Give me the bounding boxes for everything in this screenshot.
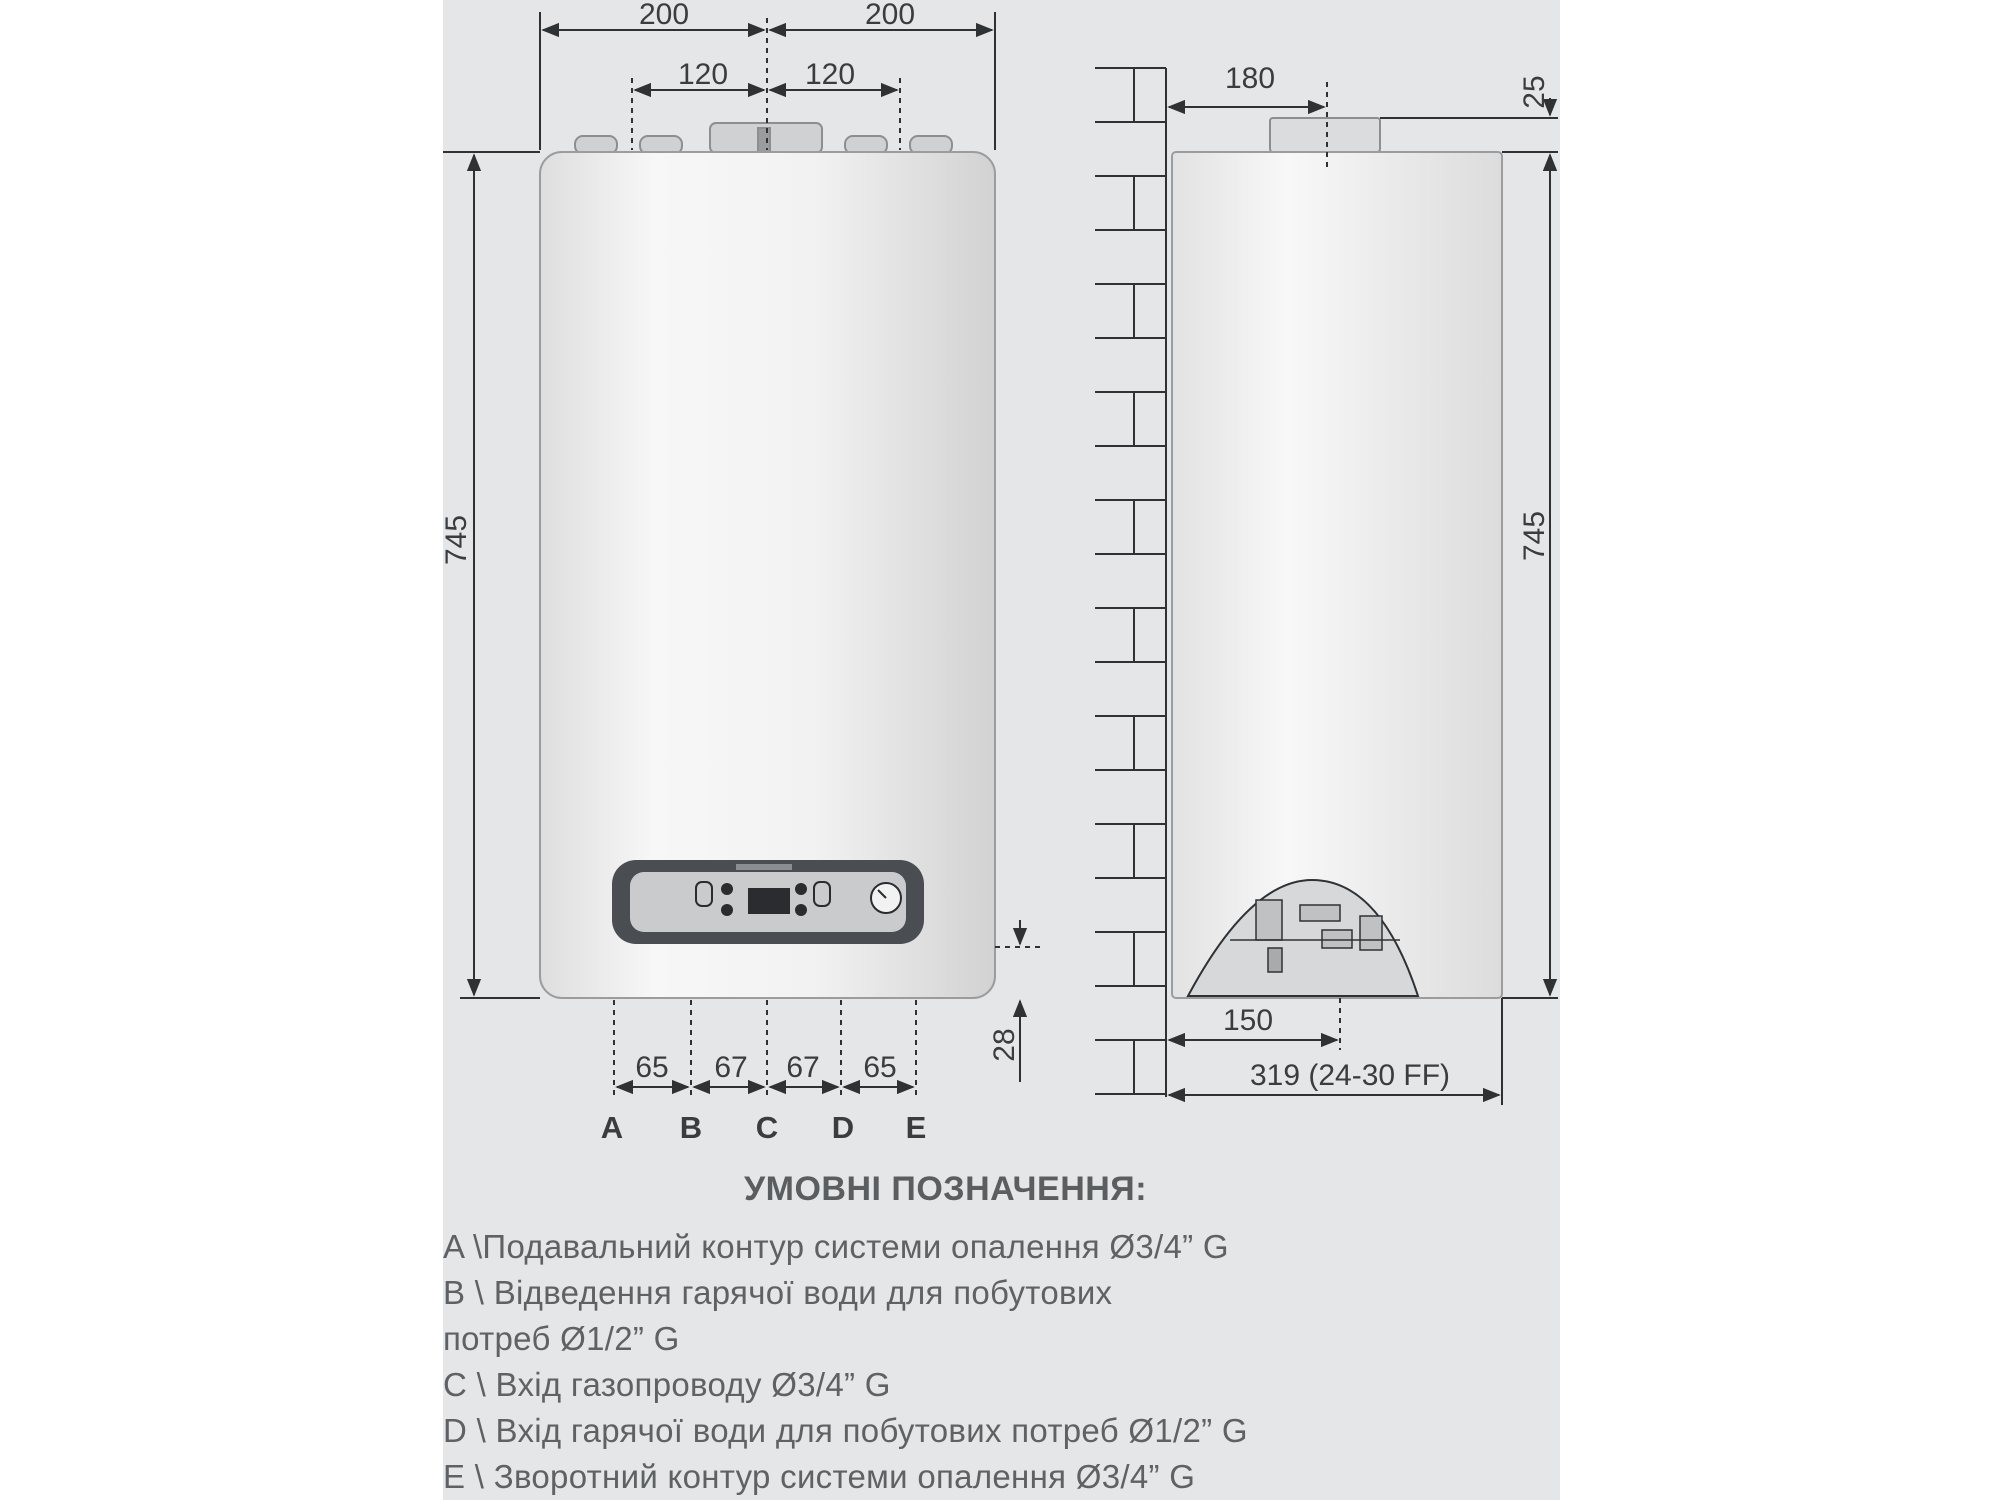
wall-hatching — [1095, 68, 1166, 1097]
dim-spacing-de: 65 — [863, 1051, 897, 1084]
dim-flue-right: 120 — [804, 58, 856, 91]
legend-line-b-continued: потреб Ø1/2” G — [443, 1320, 680, 1357]
legend-line-d: D \ Вхід гарячої води для побутових потреб Ø1/2” G — [443, 1412, 1248, 1449]
dim-side-flue-offset: 180 — [1224, 62, 1276, 95]
connection-letter-d: D — [831, 1110, 855, 1145]
front-width-dimension — [540, 12, 995, 150]
legend-line-a: A \Подавальний контур системи опалення Ø3/4” G — [443, 1228, 1229, 1265]
dim-width-right: 200 — [864, 0, 916, 31]
flue-adapter — [1270, 118, 1380, 152]
legend-line-c: C \ Вхід газопроводу Ø3/4” G — [443, 1366, 891, 1403]
side-view — [1095, 62, 1558, 1105]
brand-logo — [736, 864, 792, 870]
control-panel — [612, 860, 924, 944]
legend-title: УМОВНІ ПОЗНАЧЕННЯ: — [744, 1170, 1148, 1208]
connection-letter-b: B — [679, 1110, 703, 1145]
dim-side-height: 745 — [1518, 510, 1551, 562]
connection-letter-c: C — [755, 1110, 779, 1145]
front-height-dimension — [443, 152, 540, 998]
dim-side-depth: 319 (24-30 FF) — [1249, 1059, 1451, 1092]
legend-line-b: B \ Відведення гарячої води для побутових — [443, 1274, 1113, 1311]
dim-spacing-ab: 65 — [635, 1051, 669, 1084]
connection-spacing-dimension — [614, 1000, 916, 1100]
dim-flue-left: 120 — [677, 58, 729, 91]
front-view — [440, 0, 1040, 1145]
dim-connection-depth: 150 — [1222, 1004, 1274, 1037]
dim-panel-offset: 28 — [988, 1028, 1021, 1062]
dim-spacing-bc: 67 — [714, 1051, 748, 1084]
connection-letter-a: A — [600, 1110, 624, 1145]
dim-front-height: 745 — [440, 514, 473, 566]
dim-width-left: 200 — [638, 0, 690, 31]
side-height-dimension — [1502, 155, 1558, 998]
boiler-side-body — [1172, 152, 1502, 998]
connection-letter-e: E — [905, 1110, 927, 1145]
dim-spacing-cd: 67 — [786, 1051, 820, 1084]
legend-line-e: E \ Зворотний контур системи опалення Ø3/4” G — [443, 1458, 1196, 1495]
dim-flue-height: 25 — [1518, 75, 1551, 109]
